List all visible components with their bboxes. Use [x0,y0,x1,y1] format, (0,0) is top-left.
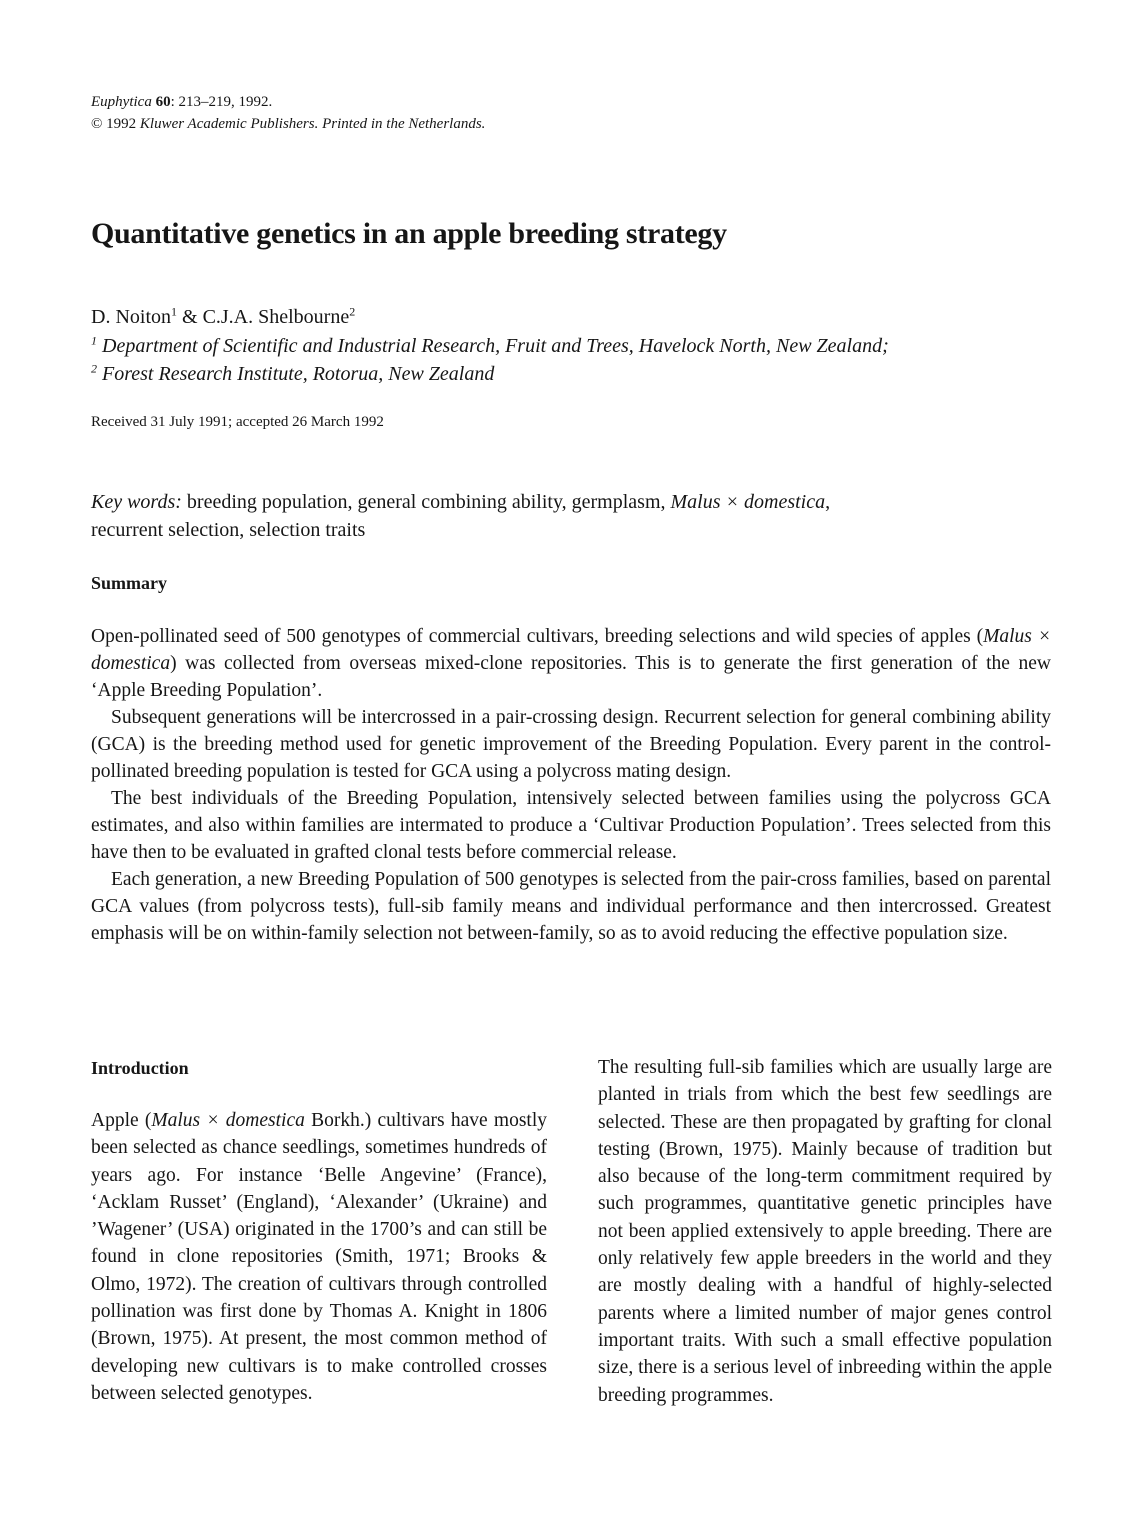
paragraph-text: ) was collected from overseas mixed-clone repositories. This is to generate the first generation of the new ‘Apple Breeding Population’. [91,653,1051,701]
copyright-line [91,113,691,135]
affiliation-text: Forest Research Institute, Rotorua, New Zealand [97,363,495,385]
keywords-label: Key words: [91,491,182,513]
keywords-text: , [825,491,831,513]
summary-heading: Summary [91,573,167,593]
summary-paragraph: Subsequent generations will be intercrossed in a pair-crossing design. Recurrent selection for general combining ability (GCA) is the breeding method used for genetic improvement of the Breeding Population. Every parent in the control-pollinated breeding population is tested for GCA using a polycross mating design. [91,707,1051,782]
right-column [598,1054,1052,1409]
keywords-line [91,516,1051,544]
author-name: D. Noiton [91,306,171,328]
keywords-text: recurrent selection, selection traits [91,519,366,541]
copyright-year: 1992 [102,116,140,132]
keywords-text: breeding population, general combining ability, germplasm, [181,491,671,513]
paragraph-text: Borkh.) cultivars have mostly been selected as chance seedlings, sometimes hundreds of years ago. For instance ‘Belle Angevine’ (France), ‘Acklam Russet’ (England), ‘Alexander’ (Ukraine) and ’Wagener’ (USA) originated in the 1700’s and can still be found in clone repositories (Smith, 1971; Brooks & Olmo, 1972). The creation of cultivars through controlled pollination was first done by Thomas A. Knight in 1806 (Brown, 1975). At present, the most common method of developing new cultivars is to make controlled crosses between selected genotypes. [91,1110,547,1404]
author-affiliation-mark: 2 [349,304,356,319]
species-name: Malus × domestica [670,491,826,513]
paper-title: Quantitative genetics in an apple breeding strategy [91,217,727,250]
keywords [91,488,1051,544]
species-name: Malus × domestica [151,1110,305,1131]
left-column [91,1107,547,1407]
paragraph-text: Apple ( [91,1110,152,1131]
intro-paragraph: The resulting full-sib families which are usually large are planted in trials from which the best few seedlings are selected. These are then propagated by grafting for clonal testing (Brown, 1975). Mainly because of tradition but also because of the long-term commitment required by such programmes, quantitative genetic principles have not been applied extensively to apple breeding. There are only relatively few apple breeders in the world and they are mostly dealing with a handful of highly-selected parents where a limited number of major genes control important traits. With such a small effective population size, there is a serious level of inbreeding within the apple breeding programmes. [598,1057,1052,1406]
affiliation-mark: 2 [91,361,97,376]
journal-volume: 60 [155,94,171,110]
summary-paragraph [91,623,1051,704]
received-dates: Received 31 July 1991; accepted 26 March 1992 [91,414,384,430]
summary-body [91,623,1051,947]
copyright-symbol: © [91,116,103,132]
journal-citation [91,91,691,135]
species-name: Malus × domestica [91,626,1051,674]
author-separator: & [177,306,203,328]
intro-paragraph [91,1107,547,1407]
summary-paragraph: Each generation, a new Breeding Population of 500 genotypes is selected from the pair-cross families, based on parental GCA values (from polycross tests), full-sib family means and individual performance and then intercrossed. Greatest emphasis will be on within-family selection not between-family, so as to avoid reducing the effective population size. [91,869,1051,944]
citation-line [91,91,691,113]
affiliation-mark: 1 [91,333,97,348]
affiliation-line [91,332,1051,360]
author-list [91,303,1051,331]
journal-pages: : 213–219, 1992. [170,94,273,110]
introduction-heading: Introduction [91,1058,189,1078]
publisher: Kluwer Academic Publishers. Printed in the Netherlands. [139,116,486,132]
author-affiliation-mark: 1 [171,304,177,319]
affiliation-line [91,360,1051,388]
summary-paragraph: The best individuals of the Breeding Population, intensively selected between families using the polycross GCA estimates, and also within families are intermated to produce a ‘Cultivar Production Population’. Trees selected from this have then to be evaluated in grafted clonal tests before commercial release. [91,788,1051,863]
affiliation-text: Department of Scientific and Industrial Research, Fruit and Trees, Havelock North, New Zealand; [97,335,889,357]
author-name: C.J.A. Shelbourne [202,306,350,328]
journal-name: Euphytica [91,94,152,110]
keywords-line [91,488,1051,516]
paragraph-text: Open-pollinated seed of 500 genotypes of commercial cultivars, breeding selections and wild species of apples ( [91,626,984,647]
affiliations [91,332,1051,388]
